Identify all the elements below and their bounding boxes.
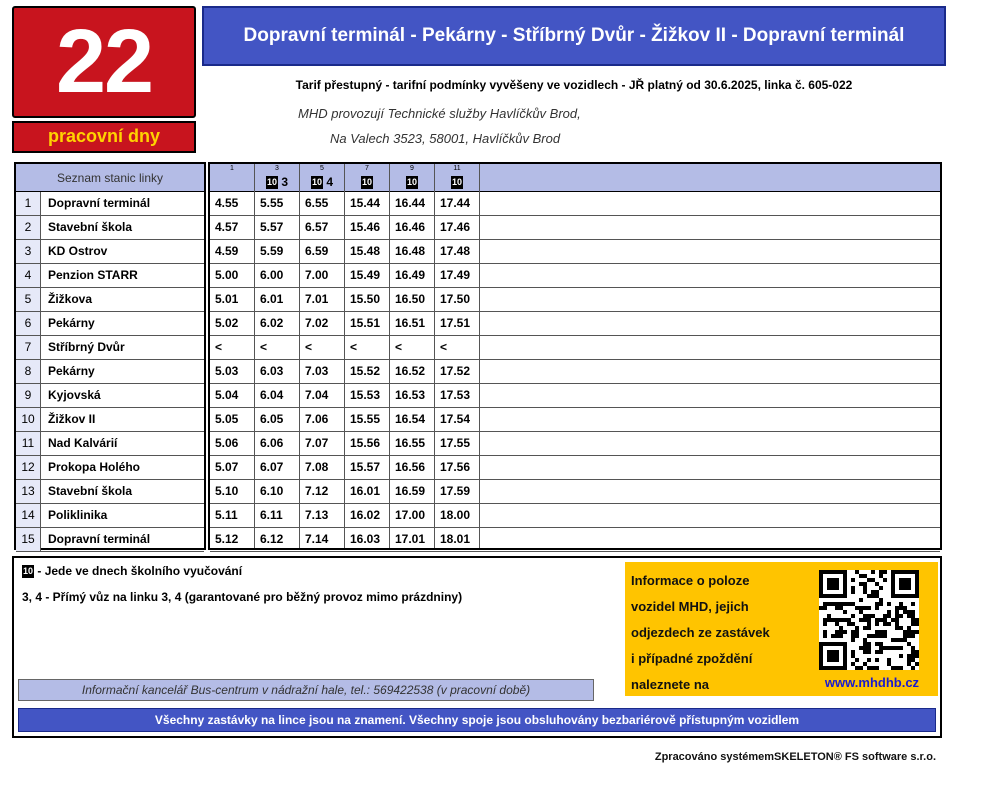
school-note	[22, 564, 242, 578]
realtime-info-text	[631, 568, 811, 698]
departure-time: 5.57	[260, 220, 284, 234]
stop-index: 10	[16, 408, 41, 431]
stop-name: Prokopa Holého	[48, 460, 141, 474]
departure-time: 16.01	[350, 484, 381, 498]
table-row	[210, 384, 940, 408]
departure-time: 6.05	[260, 412, 284, 426]
info-line: odjezdech ze zastávek	[631, 625, 770, 640]
stop-name: Nad Kalvárií	[48, 436, 118, 450]
departure-time: 7.03	[305, 364, 329, 378]
stop-row	[16, 528, 204, 552]
school-day-symbol: 10	[406, 177, 417, 188]
realtime-info-box	[625, 562, 938, 696]
info-office-text: Informační kancelář Bus-centrum v nádražní hale, tel.: 569422538 (v pracovní době)	[81, 683, 531, 697]
departure-time: 6.57	[305, 220, 329, 234]
stop-name: Žižkov II	[48, 412, 96, 426]
departure-time: 18.01	[440, 532, 471, 546]
departure-time: 16.03	[350, 532, 381, 546]
departure-time: 4.59	[215, 244, 239, 258]
departure-time: 15.51	[350, 316, 381, 330]
table-row	[210, 432, 940, 456]
departure-time: 5.01	[215, 292, 239, 306]
trip-number: 5	[320, 165, 324, 172]
departure-time: 17.51	[440, 316, 471, 330]
school-day-symbol: 10	[451, 177, 462, 188]
stop-name: Dopravní terminál	[48, 196, 151, 210]
table-row	[210, 288, 940, 312]
departure-time: 15.52	[350, 364, 381, 378]
departure-time: 16.59	[395, 484, 426, 498]
stop-index: 15	[16, 528, 41, 551]
departure-time: 5.07	[215, 460, 239, 474]
stops-table	[14, 162, 206, 550]
stop-name: Poliklinika	[48, 508, 108, 522]
qr-code-icon	[819, 570, 919, 670]
departure-time: 15.53	[350, 388, 381, 402]
departure-time: 6.01	[260, 292, 284, 306]
school-day-symbol: 10	[23, 566, 34, 577]
service-days-badge	[12, 121, 196, 153]
departure-time: 4.57	[215, 220, 239, 234]
departure-time: 5.59	[260, 244, 284, 258]
line-number: 22	[55, 12, 153, 112]
departure-time: 17.01	[395, 532, 426, 546]
trip-tags	[300, 175, 344, 189]
stop-name: Stavební škola	[48, 220, 133, 234]
route-banner	[202, 6, 946, 66]
stop-name: KD Ostrov	[48, 244, 108, 258]
notes-panel	[12, 556, 942, 738]
stop-row	[16, 192, 204, 216]
stop-name: Pekárny	[48, 364, 95, 378]
stop-row	[16, 384, 204, 408]
departure-time: 16.02	[350, 508, 381, 522]
departure-time: 15.48	[350, 244, 381, 258]
stop-row	[16, 432, 204, 456]
departure-time: 4.55	[215, 196, 239, 210]
departure-time: 5.11	[215, 508, 238, 522]
departure-time: 5.03	[215, 364, 239, 378]
table-row	[210, 312, 940, 336]
departure-time: 16.55	[395, 436, 426, 450]
departure-time: 16.50	[395, 292, 426, 306]
footer-credit: Zpracováno systémemSKELETON® FS software s.r.o.	[654, 751, 936, 763]
stop-index: 2	[16, 216, 41, 239]
stop-index: 9	[16, 384, 41, 407]
departure-time: 6.00	[260, 268, 284, 282]
departure-time: 15.56	[350, 436, 381, 450]
departure-time: <	[395, 340, 403, 354]
stop-index: 13	[16, 480, 41, 503]
info-line: vozidel MHD, jejich	[631, 599, 749, 614]
table-row	[210, 240, 940, 264]
departure-time: 7.02	[305, 316, 329, 330]
trip-tags	[255, 175, 299, 189]
departure-time: <	[440, 340, 448, 354]
stop-index: 14	[16, 504, 41, 527]
departure-time: 15.49	[350, 268, 381, 282]
departure-time: 6.04	[260, 388, 284, 402]
departure-time: 5.12	[215, 532, 239, 546]
departure-time: 16.56	[395, 460, 426, 474]
departure-time: 16.52	[395, 364, 426, 378]
departure-time: 7.01	[305, 292, 329, 306]
info-line: Informace o poloze	[631, 573, 750, 588]
stop-name: Dopravní terminál	[48, 532, 151, 546]
departure-time: 5.02	[215, 316, 239, 330]
departure-time: 17.50	[440, 292, 471, 306]
timetable-grid	[208, 162, 942, 550]
departure-time: 5.00	[215, 268, 239, 282]
departure-time: 15.46	[350, 220, 381, 234]
connection-note: 3, 4 - Přímý vůz na linku 3, 4 (garantované pro běžný provoz mimo prázdniny)	[22, 590, 463, 604]
school-day-symbol: 10	[266, 177, 277, 188]
departure-time: 6.03	[260, 364, 284, 378]
column-divider	[254, 164, 255, 548]
stop-index: 5	[16, 288, 41, 311]
stop-index: 11	[16, 432, 41, 455]
departure-time: 16.53	[395, 388, 426, 402]
table-row	[210, 528, 940, 552]
table-row	[210, 480, 940, 504]
stop-row	[16, 288, 204, 312]
table-row	[210, 336, 940, 360]
stop-row	[16, 264, 204, 288]
stop-index: 3	[16, 240, 41, 263]
table-row	[210, 360, 940, 384]
stop-index: 12	[16, 456, 41, 479]
departure-time: 17.44	[440, 196, 471, 210]
departure-time: 17.49	[440, 268, 471, 282]
stops-header	[16, 164, 204, 192]
connection-tag: 4	[323, 175, 334, 189]
departure-time: 7.12	[305, 484, 329, 498]
departure-time: <	[305, 340, 313, 354]
website-link[interactable]: www.mhdhb.cz	[824, 675, 920, 690]
departure-time: 16.54	[395, 412, 426, 426]
trip-number: 1	[230, 165, 234, 172]
departure-time: 5.05	[215, 412, 239, 426]
info-line: naleznete na	[631, 677, 710, 692]
departure-time: <	[215, 340, 223, 354]
column-divider	[479, 164, 480, 548]
line-number-badge	[12, 6, 196, 118]
departure-time: 15.57	[350, 460, 381, 474]
stop-index: 6	[16, 312, 41, 335]
departure-time: 18.00	[440, 508, 471, 522]
departure-time: 16.51	[395, 316, 426, 330]
stop-row	[16, 504, 204, 528]
service-days: pracovní dny	[47, 126, 161, 146]
table-row	[210, 264, 940, 288]
stop-index: 1	[16, 192, 41, 215]
school-day-symbol: 10	[361, 177, 372, 188]
departure-time: 17.00	[395, 508, 426, 522]
departure-time: 7.00	[305, 268, 329, 282]
trip-number: 3	[275, 165, 279, 172]
stop-row	[16, 336, 204, 360]
departure-time: 16.46	[395, 220, 426, 234]
stop-name: Kyjovská	[48, 388, 101, 402]
departure-time: 5.06	[215, 436, 239, 450]
stop-name: Stavební škola	[48, 484, 133, 498]
trip-tags	[345, 175, 389, 189]
column-divider	[344, 164, 345, 548]
table-row	[210, 456, 940, 480]
departure-time: 16.48	[395, 244, 426, 258]
departure-time: 7.14	[305, 532, 329, 546]
stop-row	[16, 240, 204, 264]
table-row	[210, 504, 940, 528]
departure-time: 17.48	[440, 244, 471, 258]
departure-time: 6.12	[260, 532, 284, 546]
departure-time: 15.55	[350, 412, 381, 426]
departure-time: 16.44	[395, 196, 426, 210]
departure-time: <	[260, 340, 268, 354]
trip-number: 7	[365, 165, 369, 172]
tarif-info: Tarif přestupný - tarifní podmínky vyvěšeny ve vozidlech - JŘ platný od 30.6.2025, linka č. 605-022	[295, 78, 853, 92]
departure-time: 6.10	[260, 484, 284, 498]
route-title: Dopravní terminál - Pekárny - Stříbrný Dvůr - Žižkov II - Dopravní terminál	[243, 25, 905, 46]
info-office-bar	[18, 679, 594, 701]
connection-tag: 3	[278, 175, 289, 189]
departure-time: 6.11	[260, 508, 283, 522]
trip-number: 11	[453, 165, 461, 172]
departure-time: 7.04	[305, 388, 329, 402]
departure-time: 17.53	[440, 388, 471, 402]
stop-name: Stříbrný Dvůr	[48, 340, 125, 354]
departure-time: 5.55	[260, 196, 284, 210]
stop-index: 8	[16, 360, 41, 383]
operator-name: MHD provozují Technické služby Havlíčkův Brod,	[298, 106, 581, 121]
departure-time: 5.04	[215, 388, 239, 402]
departure-time: 6.59	[305, 244, 329, 258]
departure-time: 17.59	[440, 484, 471, 498]
departure-time: 6.55	[305, 196, 329, 210]
stop-row	[16, 456, 204, 480]
accessibility-text: Všechny zastávky na lince jsou na znamení. Všechny spoje jsou obsluhovány bezbariérově přístupným vozidlem	[154, 713, 800, 727]
departure-time: 6.06	[260, 436, 284, 450]
stop-row	[16, 312, 204, 336]
trip-tags	[435, 175, 479, 189]
departure-time: 7.07	[305, 436, 329, 450]
departure-time: 17.54	[440, 412, 471, 426]
departure-time: 17.46	[440, 220, 471, 234]
stop-index: 7	[16, 336, 41, 359]
stop-name: Penzion STARR	[48, 268, 138, 282]
stops-header-label: Seznam stanic linky	[56, 171, 164, 185]
stop-name: Žižkova	[48, 292, 93, 306]
departure-time: 17.52	[440, 364, 471, 378]
table-row	[210, 408, 940, 432]
column-divider	[299, 164, 300, 548]
info-line: i případné zpoždění	[631, 651, 753, 666]
table-row	[210, 192, 940, 216]
departure-time: 17.56	[440, 460, 471, 474]
stop-row	[16, 216, 204, 240]
departure-time: 6.07	[260, 460, 284, 474]
school-day-symbol: 10	[311, 177, 322, 188]
departure-time: 6.02	[260, 316, 284, 330]
trip-number: 9	[410, 165, 414, 172]
trip-tags	[390, 175, 434, 189]
trips-header	[210, 164, 940, 192]
stop-row	[16, 360, 204, 384]
stop-index: 4	[16, 264, 41, 287]
departure-time: 15.50	[350, 292, 381, 306]
accessibility-bar	[18, 708, 936, 732]
departure-time: <	[350, 340, 358, 354]
departure-time: 7.13	[305, 508, 329, 522]
school-note-text: - Jede ve dnech školního vyučování	[37, 564, 243, 578]
table-row	[210, 216, 940, 240]
column-divider	[434, 164, 435, 548]
stop-row	[16, 408, 204, 432]
departure-time: 7.08	[305, 460, 329, 474]
column-divider	[389, 164, 390, 548]
departure-time: 16.49	[395, 268, 426, 282]
stop-row	[16, 480, 204, 504]
departure-time: 5.10	[215, 484, 239, 498]
stop-name: Pekárny	[48, 316, 95, 330]
departure-time: 15.44	[350, 196, 381, 210]
departure-time: 7.06	[305, 412, 329, 426]
operator-address: Na Valech 3523, 58001, Havlíčkův Brod	[330, 131, 561, 146]
departure-time: 17.55	[440, 436, 471, 450]
